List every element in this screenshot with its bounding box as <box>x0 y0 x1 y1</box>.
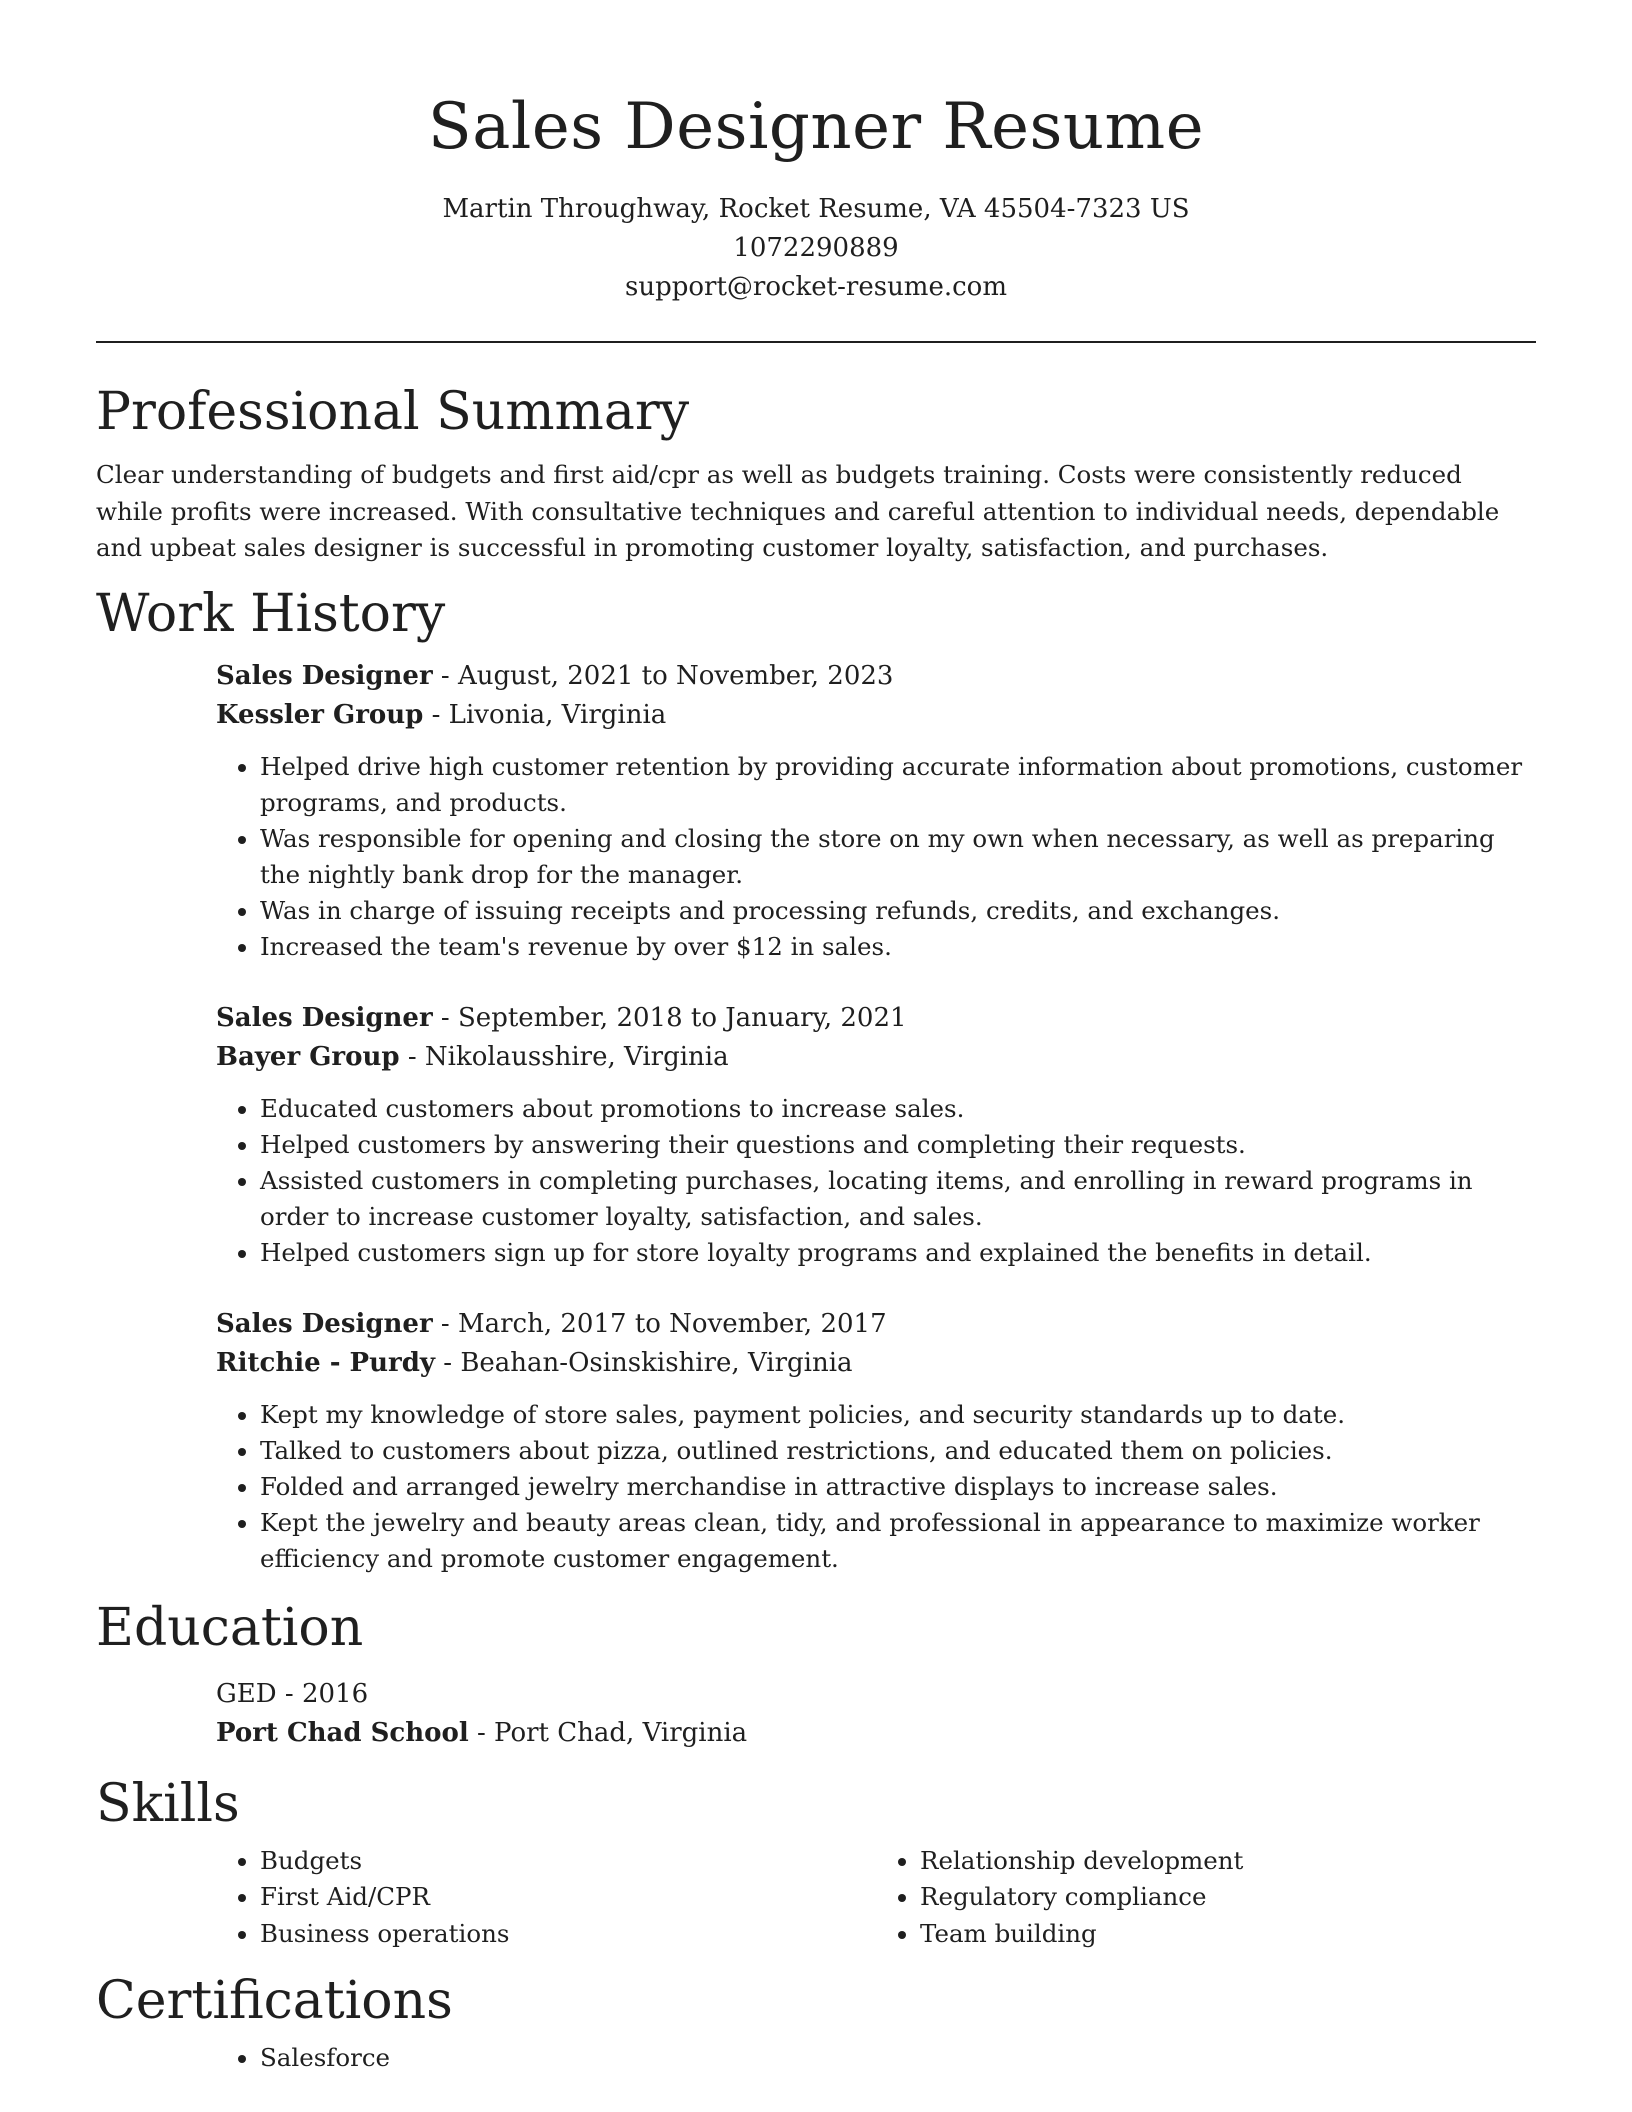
list-item: • Assisted customers in completing purchases, locating items, and enrolling in reward programs in order to increase customer loyalty, satisfaction, and sales. <box>260 1163 1536 1235</box>
list-item: • Kept the jewelry and beauty areas clean, tidy, and professional in appearance to maximize worker efficiency and promote customer engagement. <box>260 1505 1536 1577</box>
list-item: • Budgets <box>260 1843 876 1880</box>
school-name: Port Chad School <box>216 1717 469 1748</box>
list-item: • Kept my knowledge of store sales, payment policies, and security standards up to date. <box>260 1397 1536 1433</box>
employer-line <box>216 1344 1536 1383</box>
job-title: Sales Designer <box>216 1002 433 1033</box>
list-item: • Talked to customers about pizza, outlined restrictions, and educated them on policies. <box>260 1433 1536 1469</box>
certifications-heading: Certifications <box>96 1971 453 2031</box>
graduation-year: 2016 <box>301 1678 369 1709</box>
summary-text: Clear understanding of budgets and first aid/cpr as well as budgets training. Costs were consistently reduced while profits were increased. With consultative techniques and careful attention to individual needs, dependable and upbeat sales designer is successful in promoting customer loyalty, satisfaction, and purchases. <box>96 460 1500 562</box>
list-item: • Was responsible for opening and closing the store on my own when necessary, as well as preparing the nightly bank drop for the manager. <box>260 821 1536 893</box>
separator: - <box>423 699 449 730</box>
list-item: • Team building <box>920 1916 1536 1953</box>
list-item: • Folded and arranged jewelry merchandise in attractive displays to increase sales. <box>260 1469 1536 1505</box>
certifications-list <box>216 2040 1536 2076</box>
list-item: • Regulatory compliance <box>920 1879 1536 1916</box>
work-history-heading: Work History <box>96 583 446 644</box>
employer-location: Livonia, Virginia <box>448 699 667 730</box>
list-item: • Relationship development <box>920 1843 1536 1880</box>
degree-line <box>216 1675 1536 1714</box>
job-title-line <box>216 657 1536 696</box>
separator: - <box>432 660 458 691</box>
job-dates: March, 2017 to November, 2017 <box>458 1308 887 1339</box>
list-item: • First Aid/CPR <box>260 1879 876 1916</box>
separator: - <box>432 1002 458 1033</box>
employer-location: Beahan-Osinskishire, Virginia <box>460 1347 853 1378</box>
resume-page <box>96 0 1536 2076</box>
separator: - <box>276 1678 302 1709</box>
list-item: • Was in charge of issuing receipts and processing refunds, credits, and exchanges. <box>260 893 1536 929</box>
resume-title: Sales Designer Resume <box>427 90 1205 164</box>
job-dates: August, 2021 to November, 2023 <box>458 660 894 691</box>
contact-phone: 1072290889 <box>733 233 899 263</box>
certifications-block <box>216 2040 1536 2076</box>
contact-block <box>96 190 1536 307</box>
school-line <box>216 1714 1536 1753</box>
job-title: Sales Designer <box>216 660 433 691</box>
degree: GED <box>216 1678 277 1709</box>
list-item: • Educated customers about promotions to increase sales. <box>260 1091 1536 1127</box>
employer-name: Kessler Group <box>216 699 424 730</box>
skills-list-left <box>216 1843 876 1953</box>
education-heading: Education <box>96 1597 364 1658</box>
list-item: • Helped customers by answering their questions and completing their requests. <box>260 1127 1536 1163</box>
school-location: Port Chad, Virginia <box>494 1717 748 1748</box>
job-entry <box>216 657 1536 965</box>
job-title: Sales Designer <box>216 1308 433 1339</box>
job-duties-list <box>216 1091 1536 1271</box>
separator: - <box>468 1717 495 1748</box>
header-divider <box>96 341 1536 343</box>
job-title-line <box>216 999 1536 1038</box>
skills-heading: Skills <box>96 1773 240 1834</box>
employer-line <box>216 696 1536 735</box>
separator: - <box>432 1308 458 1339</box>
education-entry <box>216 1675 1536 1753</box>
list-item: • Business operations <box>260 1916 876 1953</box>
list-item: • Salesforce <box>260 2040 1536 2076</box>
job-duties-list <box>216 749 1536 965</box>
list-item: • Helped customers sign up for store loyalty programs and explained the benefits in detail. <box>260 1235 1536 1271</box>
contact-email: support@rocket-resume.com <box>624 272 1007 302</box>
employer-location: Nikolausshire, Virginia <box>424 1041 729 1072</box>
summary-heading: Professional Summary <box>96 382 690 442</box>
employer-name: Ritchie - Purdy <box>216 1347 435 1378</box>
skills-list-right <box>876 1843 1536 1953</box>
job-entry <box>216 999 1536 1271</box>
job-entry <box>216 1305 1536 1577</box>
job-dates: September, 2018 to January, 2021 <box>458 1002 907 1033</box>
job-title-line <box>216 1305 1536 1344</box>
employer-line <box>216 1038 1536 1077</box>
separator: - <box>399 1041 425 1072</box>
employer-name: Bayer Group <box>216 1041 400 1072</box>
list-item: • Helped drive high customer retention by providing accurate information about promotions, customer programs, and products. <box>260 749 1536 821</box>
list-item: • Increased the team's revenue by over $12 in sales. <box>260 929 1536 965</box>
skills-grid <box>216 1843 1536 1953</box>
separator: - <box>434 1347 461 1378</box>
job-duties-list <box>216 1397 1536 1577</box>
contact-address: Martin Throughway, Rocket Resume, VA 45504-7323 US <box>442 194 1190 224</box>
